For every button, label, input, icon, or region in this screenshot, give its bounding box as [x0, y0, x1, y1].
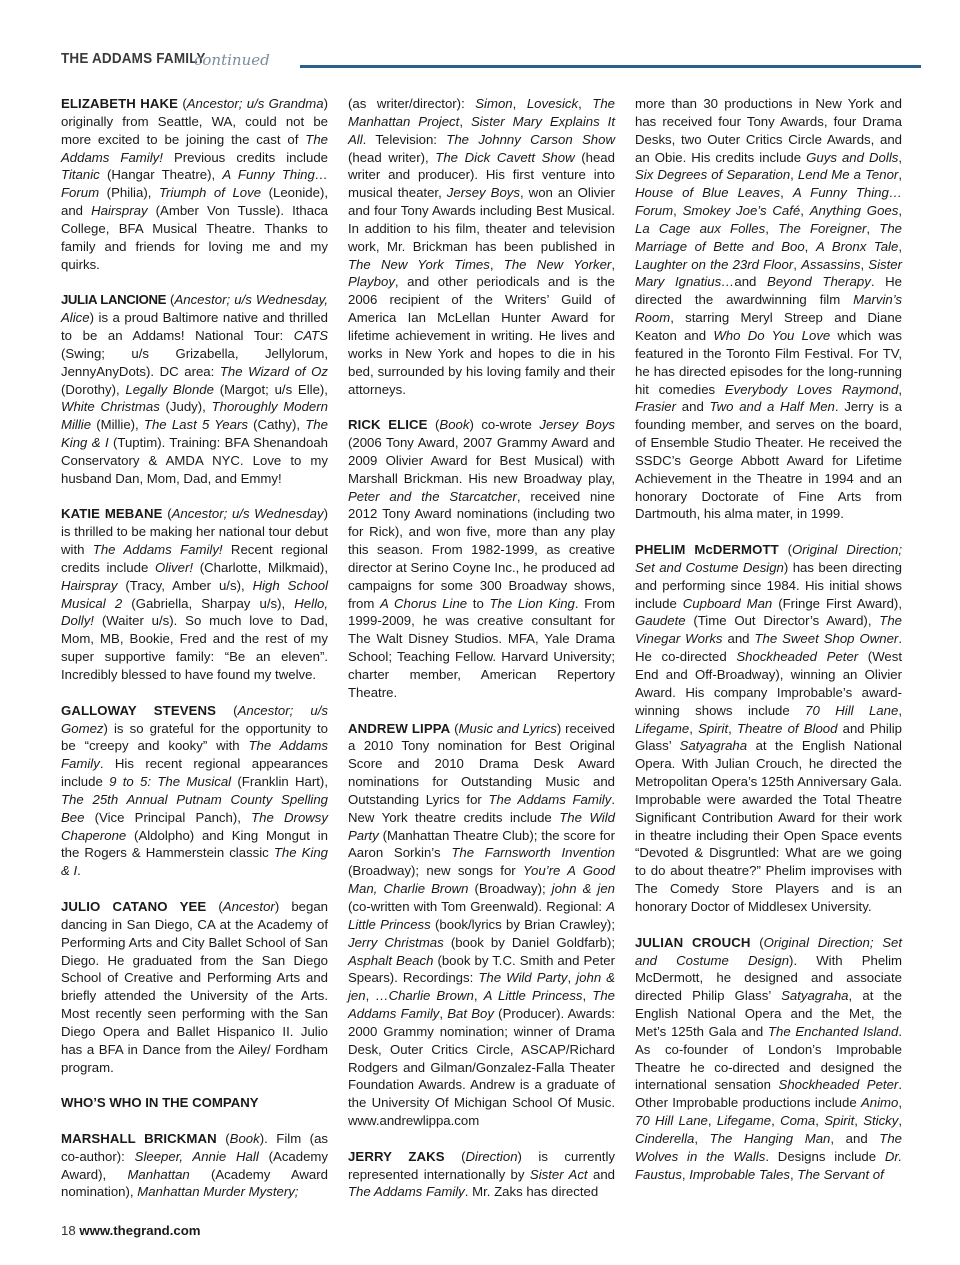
- bio-name: MARSHALL BRICKMAN: [61, 1130, 217, 1146]
- bio-marshall-brickman: MARSHALL BRICKMAN (Book). Film (as co-author): Sleeper, Annie Hall (Academy Award), Manhattan (Academy Award nomination), Manhattan Murder Mystery;: [61, 1130, 329, 1200]
- header-rule: [300, 65, 921, 68]
- bio-marshall-brickman-continued: (as writer/director): Simon, Lovesick, The Manhattan Project, Sister Mary Explains It All. Television: The Johnny Carson Show (head writer), The Dick Cavett Show (head writer and producer). His first venture into musical theater, Jersey Boys, won an Olivier and four Tony Awards including Best Musical. In addition to his film, theater and television work, Mr. Brickman has been published in The New York Times, The New Yorker, Playboy, and other periodicals and is the 2006 recipient of the Writers’ Guild of America Ian McLellan Hunter Award for lifetime achievement in writing. He lives and works in New York and hopes to die in his bed, surrounded by his loving family and their attorneys.: [348, 96, 616, 397]
- bio-phelim-mcdermott: PHELIM McDERMOTT (Original Direction; Set and Costume Design) has been directing and performing since 1984. His initial shows include Cupboard Man (Fringe First Award), Gaudete (Time Out Director’s Award), The Vinegar Works and The Sweet Shop Owner. He co-directed Shockheaded Peter (West End and Off-Broadway), winning an Olivier Award. His company Improbable’s award-winning shows include 70 Hill Lane, Lifegame, Spirit, Theatre of Blood and Philip Glass’ Satyagraha at the English National Opera. With Julian Crouch, he directed the Metropolitan Opera’s 125th Anniversary Gala. Improbable were awarded the Total Theatre Significant Contribution Award for their work in theatre including their Open Space events “Devoted & Disgruntled: What are we going to do about theatre?” Phelim improvises with The Comedy Store Players and is an honorary Doctor of Middlesex University.: [635, 542, 903, 914]
- bio-jerry-zaks-continued: more than 30 productions in New York and has received four Tony Awards, four Drama Desks, two Outer Critics Circle Awards, and an Obie. His credits include Guys and Dolls, Six Degrees of Separation, Lend Me a Tenor, House of Blue Leaves, A Funny Thing…Forum, Smokey Joe’s Café, Anything Goes, La Cage aux Folles, The Foreigner, The Marriage of Bette and Boo, A Bronx Tale, Laughter on the 23rd Floor, Assassins, Sister Mary Ignatius…and Beyond Therapy. He directed the awardwinning film Marvin’s Room, starring Meryl Streep and Diane Keaton and Who Do You Love which was featured in the Toronto Film Festival. For TV, he has directed episodes for the long-running hit comedies Everybody Loves Raymond, Frasier and Two and a Half Men. Jerry is a founding member, and serves on the board, of Ensemble Studio Theater. He received the SSDC’s George Abbott Award for Lifetime Achievement in the Theatre in 1994 and an honorary Doctorate of Fine Arts from Dartmouth, his alma mater, in 1999.: [635, 96, 903, 522]
- bio-galloway-stevens: GALLOWAY STEVENS (Ancestor; u/s Gomez) is so grateful for the opportunity to be “creepy and kooky” with The Addams Family. His recent regional appearances include 9 to 5: The Musical (Franklin Hart), The 25th Annual Putnam County Spelling Bee (Vice Principal Panch), The Drowsy Chaperone (Aldolpho) and King Mongut in the Rogers & Hammerstein classic The King & I.: [61, 702, 328, 879]
- bio-katie-mebane: KATIE MEBANE (Ancestor; u/s Wednesday) is thrilled to be making her national tour debut with The Addams Family! Recent regional credits include Oliver! (Charlotte, Milkmaid), Hairspray (Tracy, Amber u/s), High School Musical 2 (Gabriella, Sharpay u/s), Hello, Dolly! (Waiter u/s). So much love to Dad, Mom, MB, Bookie, Fred and the rest of my super supportive family: “Be an eleven”. Incredibly blessed to have found my twelve.: [61, 506, 328, 682]
- page-number: 18: [61, 1223, 76, 1238]
- section-heading: WHO’S WHO IN THE COMPANY: [61, 1095, 259, 1111]
- bio-name: JULIO CATANO YEE: [61, 898, 207, 914]
- page-footer: [61, 1223, 200, 1238]
- bio-julian-crouch: JULIAN CROUCH (Original Direction; Set and Costume Design). With Phelim McDermott, he designed and associate directed Philip Glass’ Satyagraha, at the English National Opera and the Met, the Met’s 125th Gala and The Enchanted Island. As co-founder of London’s Improbable Theatre he co-directed and designed the international sensation Shockheaded Peter. Other Improbable productions include Animo, 70 Hill Lane, Lifegame, Coma, Spirit, Sticky, Cinderella, The Hanging Man, and The Wolves in the Walls. Designs include Dr. Faustus, Improbable Tales, The Servant of: [635, 934, 903, 1182]
- footer-url[interactable]: www.thegrand.com: [79, 1223, 201, 1238]
- bio-name: GALLOWAY STEVENS: [61, 702, 217, 718]
- bio-name: JERRY ZAKS: [348, 1148, 445, 1164]
- bio-name: ANDREW LIPPA: [348, 720, 451, 736]
- bio-andrew-lippa: ANDREW LIPPA (Music and Lyrics) received a 2010 Tony nomination for Best Original Score and 2010 Drama Desk Award nominations for Outstanding Music and Outstanding Lyrics for The Addams Family. New York theatre credits include The Wild Party (Manhattan Theatre Club); the score for Aaron Sorkin’s The Farnsworth Invention (Broadway); new songs for You’re A Good Man, Charlie Brown (Broadway); john & jen (co-written with Tom Greenwald). Regional: A Little Princess (book/lyrics by Brian Crawley); Jerry Christmas (book by Daniel Goldfarb); Asphalt Beach (book by T.C. Smith and Peter Spears). Recordings: The Wild Party, john & jen, …Charlie Brown, A Little Princess, The Addams Family, Bat Boy (Producer). Awards: 2000 Grammy nomination; winner of Drama Desk, Outer Critics Circle, ASCAP/Richard Rodgers and Gilman/Gonzalez-Falla Theater Foundation Awards. Andrew is a graduate of the University Of Michigan School Of Music. www.andrewlippa.com: [348, 720, 616, 1129]
- bio-jerry-zaks: JERRY ZAKS (Direction) is currently represented internationally by Sister Act and The Addams Family. Mr. Zaks has directed: [348, 1148, 616, 1200]
- bio-name: PHELIM McDERMOTT: [635, 542, 779, 558]
- bio-name: JULIA LANCIONE: [61, 292, 166, 308]
- column-2: [348, 95, 615, 1219]
- header-title: THE ADDAMS FAMILY: [61, 50, 206, 67]
- bio-name: RICK ELICE: [348, 417, 428, 433]
- page-header: [61, 50, 921, 74]
- bio-julia-lancione: JULIA LANCIONE (Ancestor; u/s Wednesday, Alice) is a proud Baltimore native and thrilled to be an Addams! National Tour: CATS (Swing; u/s Grizabella, Jellylorum, JennyAnyDots). DC area: The Wizard of Oz (Dorothy), Legally Blonde (Margot; u/s Elle), White Christmas (Judy), Thoroughly Modern Millie (Millie), The Last 5 Years (Cathy), The King & I (Tuptim). Training: BFA Shenandoah Conservatory & AMDA NYC. Love to my husband Dan, Mom, Dad, and Emmy!: [61, 292, 329, 486]
- column-1: [61, 95, 328, 1219]
- bio-name: JULIAN CROUCH: [635, 934, 751, 950]
- header-continued: continued: [194, 51, 270, 69]
- bio-elizabeth-hake: ELIZABETH HAKE (Ancestor; u/s Grandma) originally from Seattle, WA, could not be more excited to be joining the cast of The Addams Family! Previous credits include Titanic (Hangar Theatre), A Funny Thing… Forum (Philia), Triumph of Love (Leonide), and Hairspray (Amber Von Tussle). Ithaca College, BFA Musical Theatre. Thanks to family and friends for loving me and my quirks.: [61, 96, 329, 272]
- bio-julio-catano-yee: JULIO CATANO YEE (Ancestor) began dancing in San Diego, CA at the Academy of Performing Arts and City Ballet School of San Diego. He graduated from the San Diego School of Creative and Performing Arts and briefly attended the University of the Arts. Most recently seen performing with the San Diego Opera and Ballet Hispanico II. Julio has a BFA in Dance from the Ailey/ Fordham program.: [61, 898, 329, 1075]
- bio-name: ELIZABETH HAKE: [61, 96, 179, 111]
- column-3: [635, 95, 902, 1201]
- bio-rick-elice: RICK ELICE (Book) co-wrote Jersey Boys (2006 Tony Award, 2007 Grammy Award and 2009 Olivier Award for Best Musical) with Marshall Brickman. His new Broadway play, Peter and the Starcatcher, received nine 2012 Tony Award nominations (including two for Rick), and won five, more than any play this season. From 1982-1999, as creative director at Serino Coyne Inc., he produced ad campaigns for some 300 Broadway shows, from A Chorus Line to The Lion King. From 1999-2009, he was creative consultant for The Walt Disney Studios. MFA, Yale Drama School; Teaching Fellow. Harvard University; charter member, American Repertory Theatre.: [348, 417, 616, 700]
- bio-name: KATIE MEBANE: [61, 506, 163, 522]
